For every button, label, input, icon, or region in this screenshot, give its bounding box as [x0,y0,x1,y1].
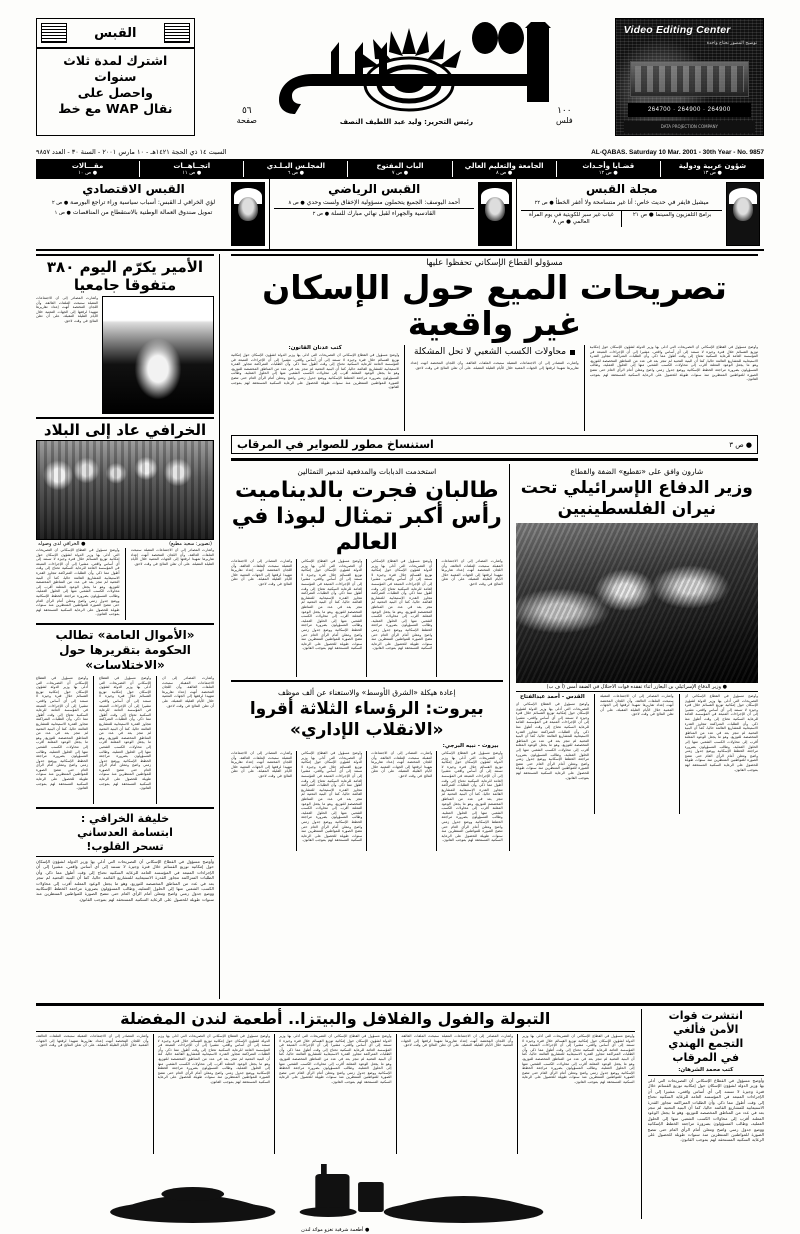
taliban-text: وأوضح مسؤول في القطاع الإسكاني أن التصريحات التي أدلى بها وزير الدولة لشؤون الإسكان حول إمكانية توزيع القسائم خلال فترة وجيزة لا تستند إلى أي أساس واقعي، مشيرا إلى أن الإجراءات المتبعة في المؤسسة العامة للرعاية السكنية تحتاج إلى وقت أطول مما ذكر، وأن الطلبات المتراكمة تتجاوز القدرة الاستيعابية للمشاريع القائمة حاليا، كما أن البنية التحتية لم تنجز بعد في عدد من المناطق المخصصة للتوزيع، وهو ما يجعل الوعود المعلنة أقرب إلى محاولات الكسب الشعبي منها إلى الحلول العملية، وطالب المسؤولون بضرورة مراجعة الخطط الإسكانية ووضع جدول زمني واضح ومعلن أمام الرأي العام حتى تتضح الصورة للمواطنين المنتظرين منذ سنوات طويلة للحصول على الرعاية السكنية المستحقة لهم بموجب القانون. [301,559,363,651]
nav-label: مقـــالات [71,162,104,170]
lead-text: وأوضح مسؤول في القطاع الإسكاني أن التصريحات التي أدلى بها وزير الدولة لشؤون الإسكان حول إمكانية توزيع القسائم خلال فترة وجيزة لا تستند إلى أي أساس واقعي، مشيرا إلى أن الإجراءات المتبعة في المؤسسة العامة للرعاية السكنية تحتاج إلى وقت أطول مما ذكر، وأن الطلبات المتراكمة تتجاوز القدرة الاستيعابية للمشاريع القائمة حاليا، كما أن البنية التحتية لم تنجز بعد في عدد من المناطق المخصصة للتوزيع، وهو ما يجعل الوعود المعلنة أقرب إلى محاولات الكسب الشعبي منها إلى الحلول العملية، وطالب المسؤولون بضرورة مراجعة الخطط الإسكانية ووضع جدول زمني واضح ومعلن أمام الرأي العام حتى تتضح الصورة للمواطنين المنتظرين منذ سنوات طويلة للحصول على الرعاية السكنية المستحقة لهم بموجب القانون. [589,345,758,382]
main-column-rule [219,254,220,999]
nav-label: قضـايا وأحـداث [582,162,635,170]
food-text: وأوضح مسؤول في القطاع الإسكاني أن التصريحات التي أدلى بها وزير الدولة لشؤون الإسكان حول إمكانية توزيع القسائم خلال فترة وجيزة لا تستند إلى أي أساس واقعي، مشيرا إلى أن الإجراءات المتبعة في المؤسسة العامة للرعاية السكنية تحتاج إلى وقت أطول مما ذكر، وأن الطلبات المتراكمة تتجاوز القدرة الاستيعابية للمشاريع القائمة حاليا، كما أن البنية التحتية لم تنجز بعد في عدد من المناطق المخصصة للتوزيع، وهو ما يجعل الوعود المعلنة أقرب إلى محاولات الكسب الشعبي منها إلى الحلول العملية، وطالب المسؤولون بضرورة مراجعة الخطط الإسكانية ووضع جدول زمني واضح ومعلن أمام الرأي العام حتى تتضح الصورة للمواطنين المنتظرين منذ سنوات طويلة للحصول على الرعاية السكنية المستحقة لهم بموجب القانون. [522,1034,635,1084]
lead-col-1 [231,345,399,431]
column-rule [274,1034,275,1154]
nav-page-ref: ● ص ٧ [391,170,409,176]
public-funds-headline[interactable]: «الأموال العامة» تطالب الحكومة بتقريرها حول «الاختلاسات» [55,628,195,672]
main-content [36,254,764,999]
story-security-gathering [648,1009,764,1219]
israel-headline[interactable]: وزير الدفاع الإسرائيلي تحت نيران الفلسطينيين [520,478,753,519]
ad-screens-graphic [630,61,749,97]
food-text: وأشارت المصادر إلى أن الاجتماعات المقبلة ستبحث الملفات العالقة، وأن اللجان المختصة أنهت إعداد تقاريرها تمهيدا لرفعها إلى الجهات المعنية خلال الأيام القليلة المقبلة، على أن تعلن النتائج في وقت لاحق. [36,1034,149,1048]
nav-page-ref: ● ص ٨ [496,170,513,176]
nav-page-ref: ● ص ١١ [182,170,202,176]
divider [36,623,214,625]
khalifa-text: وأوضح مسؤول في القطاع الإسكاني أن التصريحات التي أدلى بها وزير الدولة لشؤون الإسكان حول إمكانية توزيع القسائم خلال فترة وجيزة لا تستند إلى أي أساس واقعي، مشيرا إلى أن الإجراءات المتبعة في المؤسسة العامة للرعاية السكنية تحتاج إلى وقت أطول مما ذكر، وأن الطلبات المتراكمة تتجاوز القدرة الاستيعابية للمشاريع القائمة حاليا، كما أن البنية التحتية لم تنجز بعد في عدد من المناطق المخصصة للتوزيع، وهو ما يجعل الوعود المعلنة أقرب إلى محاولات الكسب الشعبي منها إلى الحلول العملية، وطالب المسؤولون بضرورة مراجعة الخطط الإسكانية ووضع جدول زمني واضح ومعلن أمام الرأي العام حتى تتضح الصورة للمواطنين المنتظرين منذ سنوات طويلة للحصول على الرعاية السكنية المستحقة لهم بموجب القانون. [36,859,214,902]
column-rule [584,345,585,431]
column-rule [366,559,367,677]
food-text: وأوضح مسؤول في القطاع الإسكاني أن التصريحات التي أدلى بها وزير الدولة لشؤون الإسكان حول إمكانية توزيع القسائم خلال فترة وجيزة لا تستند إلى أي أساس واقعي، مشيرا إلى أن الإجراءات المتبعة في المؤسسة العامة للرعاية السكنية تحتاج إلى وقت أطول مما ذكر، وأن الطلبات المتراكمة تتجاوز القدرة الاستيعابية للمشاريع القائمة حاليا، كما أن البنية التحتية لم تنجز بعد في عدد من المناطق المخصصة للتوزيع، وهو ما يجعل الوعود المعلنة أقرب إلى محاولات الكسب الشعبي منها إلى الحلول العملية، وطالب المسؤولون بضرورة مراجعة الخطط الإسكانية ووضع جدول زمني واضح ومعلن أمام الرأي العام حتى تتضح الصورة للمواطنين المنتظرين منذ سنوات طويلة للحصول على الرعاية السكنية المستحقة لهم بموجب القانون. [157,1034,271,1084]
kharafi-arrival-photo [36,440,214,540]
pages-label: صفحة [236,116,257,125]
column-rule [153,1034,154,1154]
promo-sports-body [274,182,475,246]
lead-subdeck-line [410,347,578,357]
divider [36,856,214,857]
public-funds-text: وأشارت المصادر إلى أن الاجتماعات المقبلة ستبحث الملفات العالقة، وأن اللجان المختصة أنهت إعداد تقاريرها تمهيدا لرفعها إلى الجهات المعنية خلال الأيام القليلة المقبلة، على أن تعلن النتائج في وقت لاحق. [162,676,214,708]
taliban-headline[interactable]: طالبان فجرت بالديناميت رأس أكبر تمثال لبوذا في العالم [231,478,502,555]
lead-kicker: مسؤولو القطاع الإسكاني تحفظوا عليها [426,258,563,268]
promo-item-page: ● ص ١ [54,210,71,216]
promo-photo-economy-figure [231,182,265,246]
lead-subdeck: محاولات الكسب الشعبي لا تحل المشكلة [413,347,567,357]
divider [36,807,214,809]
divider [36,254,214,256]
taliban-kicker: استخدمت الدبابات والمدفعية لتدمير التمثالين [297,467,437,476]
promo-photo-female [726,182,760,246]
ad-company-name: DATA PROJECTION COMPANY [624,121,755,133]
ad-phone-numbers: 264700 · 264900 · 264900 [628,103,751,117]
security-line3: التجمع الهندي [668,1037,744,1050]
amir-block [36,296,214,414]
promo-magazine[interactable] [516,179,764,249]
promo-item-text: القادسية والجهراء لقبل نهائي مبارك للسلة [330,210,436,217]
beirut-text: وأشارت المصادر إلى أن الاجتماعات المقبلة ستبحث الملفات العالقة، وأن اللجان المختصة أنهت إعداد تقاريرها تمهيدا لرفعها إلى الجهات المعنية خلال الأيام القليلة المقبلة، على أن تعلن النتائج في وقت لاحق. [230,751,293,778]
nav-label: شؤون عربية ودولية [678,162,747,170]
column-rule [594,694,595,814]
promo-brand: مجلة القبس [585,182,658,196]
nav-label: اتجــاهــات [173,162,211,170]
price-label: فلس [555,116,573,125]
divider [36,1031,635,1032]
bottom-strip [36,1009,764,1233]
nav-page-ref: ● ص ١٣ [702,170,722,176]
nav-item-4[interactable] [243,161,347,177]
promo-magazine-body [521,182,722,246]
food-illustration [36,1156,635,1226]
second-deck [231,464,758,851]
israel-text: وأوضح مسؤول في القطاع الإسكاني أن التصريحات التي أدلى بها وزير الدولة لشؤون الإسكان حول إمكانية توزيع القسائم خلال فترة وجيزة لا تستند إلى أي أساس واقعي، مشيرا إلى أن الإجراءات المتبعة في المؤسسة العامة للرعاية السكنية تحتاج إلى وقت أطول مما ذكر، وأن الطلبات المتراكمة تتجاوز القدرة الاستيعابية للمشاريع القائمة حاليا، كما أن البنية التحتية لم تنجز بعد في عدد من المناطق المخصصة للتوزيع، وهو ما يجعل الوعود المعلنة أقرب إلى محاولات الكسب الشعبي منها إلى الحلول العملية، وطالب المسؤولون بضرورة مراجعة الخطط الإسكانية ووضع جدول زمني واضح ومعلن أمام الرأي العام حتى تتضح الصورة للمواطنين المنتظرين منذ سنوات طويلة للحصول على الرعاية السكنية المستحقة لهم بموجب القانون. [515,702,590,780]
nav-page-ref: ● ص ١٠ [78,170,98,176]
column-rule [509,464,510,851]
security-text: وأوضح مسؤول في القطاع الإسكاني أن التصريحات التي أدلى بها وزير الدولة لشؤون الإسكان حول إمكانية توزيع القسائم خلال فترة وجيزة لا تستند إلى أي أساس واقعي، مشيرا إلى أن الإجراءات المتبعة في المؤسسة العامة للرعاية السكنية تحتاج إلى وقت أطول مما ذكر، وأن الطلبات المتراكمة تتجاوز القدرة الاستيعابية للمشاريع القائمة حاليا، كما أن البنية التحتية لم تنجز بعد في عدد من المناطق المخصصة للتوزيع، وهو ما يجعل الوعود المعلنة أقرب إلى محاولات الكسب الشعبي منها إلى الحلول العملية، وطالب المسؤولون بضرورة مراجعة الخطط الإسكانية ووضع جدول زمني واضح ومعلن أمام الرأي العام حتى تتضح الصورة للمواطنين المنتظرين منذ سنوات طويلة للحصول على الرعاية السكنية المستحقة لهم بموجب القانون. [647,1078,764,1143]
promo-item-text: لؤي الخرافي لـ القبس: أسباب سياسية وراء تراجع البورصة [70,199,216,206]
nav-item-5[interactable] [139,161,243,177]
promo-item[interactable] [274,198,475,208]
column-rule [436,751,437,851]
promo-item-page: ● ص ٢ [312,211,330,217]
lead-body [231,345,758,431]
editor-in-chief: رئيس التحرير: وليد عبد اللطيف النصف [339,118,474,126]
nav-page-ref: ● ص ٦ [287,170,305,176]
khalifa-line1: خليفة الخرافي : [80,812,170,825]
kharafi-text: وأوضح مسؤول في القطاع الإسكاني أن التصريحات التي أدلى بها وزير الدولة لشؤون الإسكان حول إمكانية توزيع القسائم خلال فترة وجيزة لا تستند إلى أي أساس واقعي، مشيرا إلى أن الإجراءات المتبعة في المؤسسة العامة للرعاية السكنية تحتاج إلى وقت أطول مما ذكر، وأن الطلبات المتراكمة تتجاوز القدرة الاستيعابية للمشاريع القائمة حاليا، كما أن البنية التحتية لم تنجز بعد في عدد من المناطق المخصصة للتوزيع، وهو ما يجعل الوعود المعلنة أقرب إلى محاولات الكسب الشعبي منها إلى الحلول العملية، وطالب المسؤولون بضرورة مراجعة الخطط الإسكانية ووضع جدول زمني واضح ومعلن أمام الرأي العام حتى تتضح الصورة للمواطنين المنتظرين منذ سنوات طويلة للحصول على الرعاية السكنية المستحقة لهم بموجب القانون. [36,548,120,617]
promo-item-page: ● ص ٨ [553,219,571,225]
promo-item[interactable] [40,198,227,208]
food-body [36,1034,635,1154]
israel-text: وأوضح مسؤول في القطاع الإسكاني أن التصريحات التي أدلى بها وزير الدولة لشؤون الإسكان حول إمكانية توزيع القسائم خلال فترة وجيزة لا تستند إلى أي أساس واقعي، مشيرا إلى أن الإجراءات المتبعة في المؤسسة العامة للرعاية السكنية تحتاج إلى وقت أطول مما ذكر، وأن الطلبات المتراكمة تتجاوز القدرة الاستيعابية للمشاريع القائمة حاليا، كما أن البنية التحتية لم تنجز بعد في عدد من المناطق المخصصة للتوزيع، وهو ما يجعل الوعود المعلنة أقرب إلى محاولات الكسب الشعبي منها إلى الحلول العملية، وطالب المسؤولون بضرورة مراجعة الخطط الإسكانية ووضع جدول زمني واضح ومعلن أمام الرأي العام حتى تتضح الصورة للمواطنين المنتظرين منذ سنوات طويلة للحصول على الرعاية السكنية المستحقة لهم بموجب القانون. [684,694,758,772]
column-rule [436,559,437,677]
story-taliban-beirut [231,464,503,851]
masthead [36,18,764,146]
kharafi-text: وأشارت المصادر إلى أن الاجتماعات المقبلة ستبحث الملفات العالقة، وأن اللجان المختصة أنهت إعداد تقاريرها تمهيدا لرفعها إلى الجهات المعنية خلال الأيام القليلة المقبلة، على أن تعلن النتائج في وقت لاحق. [130,548,214,566]
nav-item-0[interactable] [660,161,764,177]
pages-value: ٥٦ [241,106,252,116]
food-text: وأشارت المصادر إلى أن الاجتماعات المقبلة ستبحث الملفات العالقة، وأن اللجان المختصة أنهت إعداد تقاريرها تمهيدا لرفعها إلى الجهات المعنية خلال الأيام القليلة المقبلة، على أن تعلن النتائج في وقت لاحق. [400,1034,514,1048]
story-israel-defense [516,464,758,851]
column-rule [93,676,94,804]
ad-barcode-icon [164,23,190,43]
column-rule [296,559,297,677]
promo-item-text: أحمد اليوسف: الجميع يتحملون مسؤولية الإخفاق ولست وحدي [306,199,460,206]
public-funds-body [36,676,214,804]
promo-photo-sports-figure [478,182,512,246]
al-qabas-logo [195,22,615,110]
date-line [36,148,764,156]
lead-text: وأشارت المصادر إلى أن الاجتماعات المقبلة ستبحث الملفات العالقة، وأن اللجان المختصة أنهت إعداد تقاريرها تمهيدا لرفعها إلى الجهات المعنية خلال الأيام القليلة المقبلة، على أن تعلن النتائج في وقت لاحق. [410,361,579,370]
promo-item[interactable] [40,208,227,218]
kharafi-headline[interactable]: الخرافي عاد إلى البلاد [43,421,207,439]
nav-page-ref: ● ص ١٢ [598,170,618,176]
promo-strip [36,179,764,251]
security-line4: في المرقاب [672,1051,740,1064]
nav-label: الباب المفتوح [376,162,424,170]
food-caption: ● أطعمة شرقية تغزو موائد لندن [301,1227,370,1233]
taliban-body [231,559,503,677]
promo-item[interactable] [274,208,475,219]
beirut-byline: بيروت - نبيه البرجي: [442,743,499,749]
kharafi-body [36,548,214,620]
section-nav-bar[interactable] [36,159,764,179]
security-line2: الأمن فألغي [673,1023,739,1036]
teaser-page-ref: ● ص ٣ [729,440,752,449]
subscription-ad-line1: اشترك لمدة ثلاث سنوات [63,53,168,84]
column-rule [296,751,297,851]
date-english: AL-QABAS. Saturday 10 Mar. 2001 - 30th Year - No. 9857 [591,148,764,156]
ad-subtext: توضيح المصور نحتاج واحدة [706,41,757,46]
column-rule [156,676,157,804]
lead-col-3 [590,345,758,431]
divider [648,1075,764,1076]
right-column [36,254,214,999]
promo-brand: القبس الرياضي [328,182,421,196]
teaser-title: استنساخ مطور للصواير في المرقاب [237,438,434,451]
israel-kicker: شارون وافق على «تقطيع» الضفة والقطاع [570,467,704,476]
food-text: وأوضح مسؤول في القطاع الإسكاني أن التصريحات التي أدلى بها وزير الدولة لشؤون الإسكان حول إمكانية توزيع القسائم خلال فترة وجيزة لا تستند إلى أي أساس واقعي، مشيرا إلى أن الإجراءات المتبعة في المؤسسة العامة للرعاية السكنية تحتاج إلى وقت أطول مما ذكر، وأن الطلبات المتراكمة تتجاوز القدرة الاستيعابية للمشاريع القائمة حاليا، كما أن البنية التحتية لم تنجز بعد في عدد من المناطق المخصصة للتوزيع، وهو ما يجعل الوعود المعلنة أقرب إلى محاولات الكسب الشعبي منها إلى الحلول العملية، وطالب المسؤولون بضرورة مراجعة الخطط الإسكانية ووضع جدول زمني واضح ومعلن أمام الرأي العام حتى تتضح الصورة للمواطنين المنتظرين منذ سنوات طويلة للحصول على الرعاية السكنية المستحقة لهم بموجب القانون. [279,1034,392,1084]
lead-headline[interactable]: تصريحات الميع حول الإسكان غير واقعية [262,268,727,343]
column-rule [641,1009,642,1219]
subscription-ad [36,18,195,136]
kharafi-caption-text: ● الخرافي لدى وصوله [38,541,86,547]
subscription-ad-line2: واحصل على [77,85,153,100]
nav-label: المجلـس البـلـدي [266,162,326,170]
kharafi-caption-row [36,540,214,548]
public-funds-text: وأوضح مسؤول في القطاع الإسكاني أن التصريحات التي أدلى بها وزير الدولة لشؤون الإسكان حول إمكانية توزيع القسائم خلال فترة وجيزة لا تستند إلى أي أساس واقعي، مشيرا إلى أن الإجراءات المتبعة في المؤسسة العامة للرعاية السكنية تحتاج إلى وقت أطول مما ذكر، وأن الطلبات المتراكمة تتجاوز القدرة الاستيعابية للمشاريع القائمة حاليا، كما أن البنية التحتية لم تنجز بعد في عدد من المناطق المخصصة للتوزيع، وهو ما يجعل الوعود المعلنة أقرب إلى محاولات الكسب الشعبي منها إلى الحلول العملية، وطالب المسؤولون بضرورة مراجعة الخطط الإسكانية ووضع جدول زمني واضح ومعلن أمام الرأي العام حتى تتضح الصورة للمواطنين المنتظرين منذ سنوات طويلة للحصول على الرعاية السكنية المستحقة لهم بموجب القانون. [36,676,88,791]
amir-portrait-photo [102,296,214,414]
subscription-ad-brand: القبس [94,25,137,41]
subscription-ad-body [37,49,194,121]
public-funds-text: وأوضح مسؤول في القطاع الإسكاني أن التصريحات التي أدلى بها وزير الدولة لشؤون الإسكان حول إمكانية توزيع القسائم خلال فترة وجيزة لا تستند إلى أي أساس واقعي، مشيرا إلى أن الإجراءات المتبعة في المؤسسة العامة للرعاية السكنية تحتاج إلى وقت أطول مما ذكر، وأن الطلبات المتراكمة تتجاوز القدرة الاستيعابية للمشاريع القائمة حاليا، كما أن البنية التحتية لم تنجز بعد في عدد من المناطق المخصصة للتوزيع، وهو ما يجعل الوعود المعلنة أقرب إلى محاولات الكسب الشعبي منها إلى الحلول العملية، وطالب المسؤولون بضرورة مراجعة الخطط الإسكانية ووضع جدول زمني واضح ومعلن أمام الرأي العام حتى تتضح الصورة للمواطنين المنتظرين منذ سنوات طويلة للحصول على الرعاية السكنية المستحقة لهم بموجب القانون. [99,676,151,791]
video-editing-center-ad [615,18,764,136]
israel-photo-caption: ● وزير الدفاع الإسرائيلي بن اليعازر أثناء تفقده قوات الاحتلال في الضفة أمس (أ ف ب) [546,684,727,690]
divider [516,691,758,692]
beirut-text: وأشارت المصادر إلى أن الاجتماعات المقبلة ستبحث الملفات العالقة، وأن اللجان المختصة أنهت إعداد تقاريرها تمهيدا لرفعها إلى الجهات المعنية خلال الأيام القليلة المقبلة، على أن تعلن النتائج في وقت لاحق. [371,751,433,778]
promo-brand: القبس الاقتصادي [82,182,185,196]
nav-item-2[interactable] [452,161,556,177]
taliban-text: وأشارت المصادر إلى أن الاجتماعات المقبلة ستبحث الملفات العالقة، وأن اللجان المختصة أنهت إعداد تقاريرها تمهيدا لرفعها إلى الجهات المعنية خلال الأيام القليلة المقبلة، على أن تعلن النتائج في وقت لاحق. [441,559,503,586]
taliban-text: وأوضح مسؤول في القطاع الإسكاني أن التصريحات التي أدلى بها وزير الدولة لشؤون الإسكان حول إمكانية توزيع القسائم خلال فترة وجيزة لا تستند إلى أي أساس واقعي، مشيرا إلى أن الإجراءات المتبعة في المؤسسة العامة للرعاية السكنية تحتاج إلى وقت أطول مما ذكر، وأن الطلبات المتراكمة تتجاوز القدرة الاستيعابية للمشاريع القائمة حاليا، كما أن البنية التحتية لم تنجز بعد في عدد من المناطق المخصصة للتوزيع، وهو ما يجعل الوعود المعلنة أقرب إلى محاولات الكسب الشعبي منها إلى الحلول العملية، وطالب المسؤولون بضرورة مراجعة الخطط الإسكانية ووضع جدول زمني واضح ومعلن أمام الرأي العام حتى تتضح الصورة للمواطنين المنتظرين منذ سنوات طويلة للحصول على الرعاية السكنية المستحقة لهم بموجب القانون. [371,559,433,651]
promo-economy-body [40,182,227,246]
security-line1: انتشرت قوات [668,1009,743,1022]
column-rule [125,548,126,620]
lead-text: وأوضح مسؤول في القطاع الإسكاني أن التصريحات التي أدلى بها وزير الدولة لشؤون الإسكان حول إمكانية توزيع القسائم خلال فترة وجيزة لا تستند إلى أي أساس واقعي، مشيرا إلى أن الإجراءات المتبعة في المؤسسة العامة للرعاية السكنية تحتاج إلى وقت أطول مما ذكر، وأن الطلبات المتراكمة تتجاوز القدرة الاستيعابية للمشاريع القائمة حاليا، كما أن البنية التحتية لم تنجز بعد في عدد من المناطق المخصصة للتوزيع، وهو ما يجعل الوعود المعلنة أقرب إلى محاولات الكسب الشعبي منها إلى الحلول العملية، وطالب المسؤولون بضرورة مراجعة الخطط الإسكانية ووضع جدول زمني واضح ومعلن أمام الرأي العام حتى تتضح الصورة للمواطنين المنتظرين منذ سنوات طويلة للحصول على الرعاية السكنية المستحقة لهم بموجب القانون. [231,353,400,390]
beirut-text: وأوضح مسؤول في القطاع الإسكاني أن التصريحات التي أدلى بها وزير الدولة لشؤون الإسكان حول إمكانية توزيع القسائم خلال فترة وجيزة لا تستند إلى أي أساس واقعي، مشيرا إلى أن الإجراءات المتبعة في المؤسسة العامة للرعاية السكنية تحتاج إلى وقت أطول مما ذكر، وأن الطلبات المتراكمة تتجاوز القدرة الاستيعابية للمشاريع القائمة حاليا، كما أن البنية التحتية لم تنجز بعد في عدد من المناطق المخصصة للتوزيع، وهو ما يجعل الوعود المعلنة أقرب إلى محاولات الكسب الشعبي منها إلى الحلول العملية، وطالب المسؤولون بضرورة مراجعة الخطط الإسكانية ووضع جدول زمني واضح ومعلن أمام الرأي العام حتى تتضح الصورة للمواطنين المنتظرين منذ سنوات طويلة للحصول على الرعاية السكنية المستحقة لهم بموجب القانون. [441,751,503,843]
ad-logo-icon [41,23,67,43]
masthead-logo-block [195,18,615,126]
khalifa-line2: ابتسامة العدساني [77,826,173,839]
kharafi-caption-credit: (تصوير: سعيد مطيع) [169,541,212,547]
israel-photo [516,523,758,683]
lead-column [225,254,764,999]
security-byline: كتب محمد الشرهان: [678,1067,734,1073]
divider [36,1003,764,1006]
promo-split-item-a[interactable] [521,211,622,227]
khalifa-line3: تسحر القلوب! [86,840,164,853]
date-arabic: السبت ١٤ ذي الحجة ١٤٢١هـ - ١٠ مارس ٢٠٠١ - السنة ٣٠ - العدد ٩٨٥٧ [36,148,227,156]
nav-item-3[interactable] [347,161,451,177]
divider [36,417,214,419]
divider [231,458,758,461]
ad-title: Video Editing Center [623,24,731,36]
taliban-text: وأشارت المصادر إلى أن الاجتماعات المقبلة ستبحث الملفات العالقة، وأن اللجان المختصة أنهت إعداد تقاريرها تمهيدا لرفعها إلى الجهات المعنية خلال الأيام القليلة المقبلة، على أن تعلن النتائج في وقت لاحق. [230,559,293,586]
promo-item[interactable] [521,198,722,208]
nav-item-6[interactable] [36,161,139,177]
subscription-ad-header [37,19,194,49]
food-headline[interactable]: التبولة والفول والفلافل والبيتزا.. أطعمة لندن المفضلة [120,1009,551,1028]
promo-sports[interactable] [269,179,517,249]
column-rule [679,694,680,814]
lead-byline: كتب عدنان القانون: [288,345,342,351]
column-rule [517,1034,518,1154]
column-rule [396,1034,397,1154]
promo-item-page: ● ص ٢ [51,200,69,206]
israel-body [516,694,758,814]
promo-split-item-b[interactable] [622,211,722,227]
promo-item-text: غياب غير سبر للكويتية في يوم المرأة العالمي [528,212,614,225]
promo-economy[interactable] [36,179,269,249]
lead-col-2 [410,345,578,431]
teaser-box-cloning[interactable] [231,435,758,454]
divider [231,680,503,682]
nav-item-1[interactable] [556,161,660,177]
subscription-ad-line3: نقال WAP مع خط [58,101,173,116]
amir-headline[interactable]: الأمير يكرّم اليوم ٣٨٠ متفوقا جامعيا [46,258,204,294]
promo-item-text: ميشيل فايفر في حديث خاص: أنا غير متسامحة ولا أغفر الخطأ [555,199,709,206]
promo-item-text: برامج التلفزيون والسينما [655,212,712,218]
beirut-text: وأوضح مسؤول في القطاع الإسكاني أن التصريحات التي أدلى بها وزير الدولة لشؤون الإسكان حول إمكانية توزيع القسائم خلال فترة وجيزة لا تستند إلى أي أساس واقعي، مشيرا إلى أن الإجراءات المتبعة في المؤسسة العامة للرعاية السكنية تحتاج إلى وقت أطول مما ذكر، وأن الطلبات المتراكمة تتجاوز القدرة الاستيعابية للمشاريع القائمة حاليا، كما أن البنية التحتية لم تنجز بعد في عدد من المناطق المخصصة للتوزيع، وهو ما يجعل الوعود المعلنة أقرب إلى محاولات الكسب الشعبي منها إلى الحلول العملية، وطالب المسؤولون بضرورة مراجعة الخطط الإسكانية ووضع جدول زمني واضح ومعلن أمام الرأي العام حتى تتضح الصورة للمواطنين المنتظرين منذ سنوات طويلة للحصول على الرعاية السكنية المستحقة لهم بموجب القانون. [301,751,363,843]
israel-byline: القدس - أحمد عبدالفتاح [519,694,585,700]
beirut-body [231,751,503,851]
nav-label: الجامعة والتعليم العالي [464,162,544,170]
price-value: ١٠٠ [557,106,572,116]
story-food-london [36,1009,635,1233]
promo-item-text: تمويل صندوق العمالة الوطنية بالاستقطاع من المناقصات [72,209,213,216]
promo-item-page: ● ص ٨ [288,200,305,206]
khalifa-column [36,812,214,999]
promo-item-page: ● ص ٢١ [632,212,654,218]
square-bullet-icon [570,350,575,355]
column-rule [366,751,367,851]
israel-text: وأشارت المصادر إلى أن الاجتماعات المقبلة ستبحث الملفات العالقة، وأن اللجان المختصة أنهت إعداد تقاريرها تمهيدا لرفعها إلى الجهات المعنية خلال الأيام القليلة المقبلة، على أن تعلن النتائج في وقت لاحق. [600,694,674,717]
promo-split [521,210,722,227]
amir-text: وأشارت المصادر إلى أن الاجتماعات المقبلة ستبحث الملفات العالقة، وأن اللجان المختصة أنهت إعداد تقاريرها تمهيدا لرفعها إلى الجهات المعنية خلال الأيام القليلة المقبلة، على أن تعلن النتائج في وقت لاحق. [36,296,98,323]
beirut-kicker: إعادة هيكلة «الشرق الأوسط» والاستغناء عن ألف موظف [277,688,456,697]
promo-item-page: ● ص ٢٢ [534,200,554,206]
beirut-headline[interactable]: بيروت: الرؤساء الثلاثة أقروا «الانقلاب الإداري» [249,699,484,740]
column-rule [404,345,405,431]
